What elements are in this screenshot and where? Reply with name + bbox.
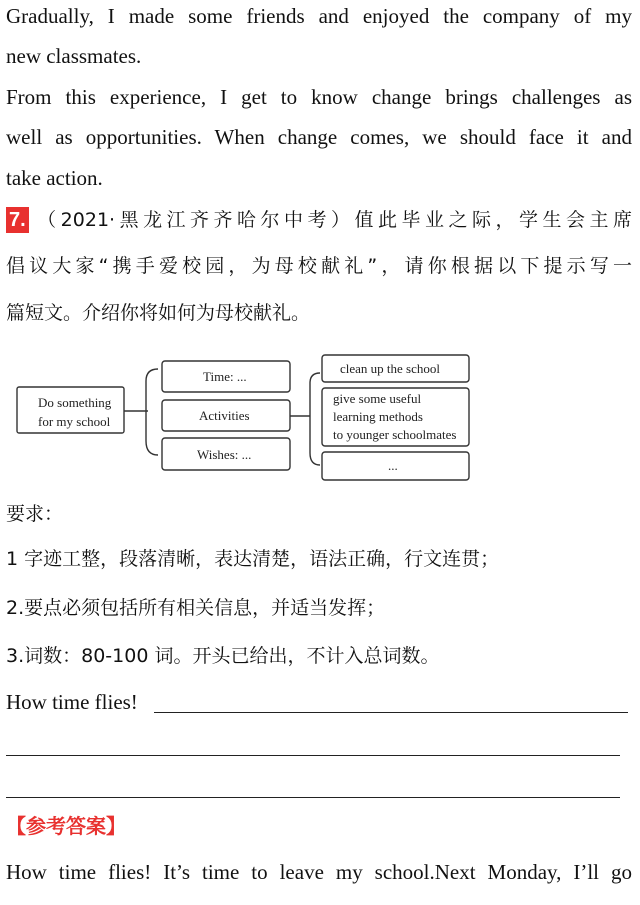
passage-line-3: From this experience, I get to know change brings challenges as [6,85,632,109]
activity-label-2-line-2: learning methods [333,409,423,424]
answer-blank-line-2[interactable] [6,755,620,756]
answer-first-line: How time flies! It’s time to leave my school.Next Monday, I’ll go [6,860,632,884]
branch-label-wishes: Wishes: ... [197,447,252,462]
requirement-item-1: 1 字迹工整，段落清晰，表达清楚，语法正确，行文连贯； [6,548,500,570]
question-prompt-text: （2021·黑龙江齐齐哈尔中考）值此毕业之际，学生会主席 [32,209,632,231]
question-number-badge: 7. [6,207,29,233]
requirements-title: 要求： [6,503,64,525]
requirement-item-3: 3.词数：80-100 词。开头已给出，不计入总词数。 [6,645,440,667]
answer-blank-line-3[interactable] [6,797,620,798]
question-prompt-line-1 [6,206,632,234]
passage-line-5: take action. [6,166,103,190]
question-prompt-line-3: 篇短文。介绍你将如何为母校献礼。 [6,302,311,324]
passage-line-1: Gradually, I made some friends and enjoyed the company of my [6,4,632,28]
passage-line-2: new classmates. [6,44,142,68]
activity-label-2-line-3: to younger schoolmates [333,427,457,442]
answer-heading: 【参考答案】 [6,814,126,838]
mind-map-diagram [0,345,640,485]
root-label-line-2: for my school [38,414,111,429]
answer-blank-line-1[interactable] [154,712,628,713]
writing-opening: How time flies! [6,690,138,714]
root-label-line-1: Do something [38,395,112,410]
question-prompt-line-2: 倡议大家“携手爱校园，为母校献礼”，请你根据以下提示写一 [6,255,632,277]
activity-label-3: ... [388,458,398,473]
activity-label-1: clean up the school [340,361,440,376]
requirement-item-2: 2.要点必须包括所有相关信息，并适当发挥； [6,597,386,619]
activity-label-2-line-1: give some useful [333,391,422,406]
answer-heading-line [6,812,632,840]
branch-label-time: Time: ... [203,369,247,384]
branch-label-activities: Activities [199,408,250,423]
passage-line-4: well as opportunities. When change comes, we should face it and [6,125,632,149]
